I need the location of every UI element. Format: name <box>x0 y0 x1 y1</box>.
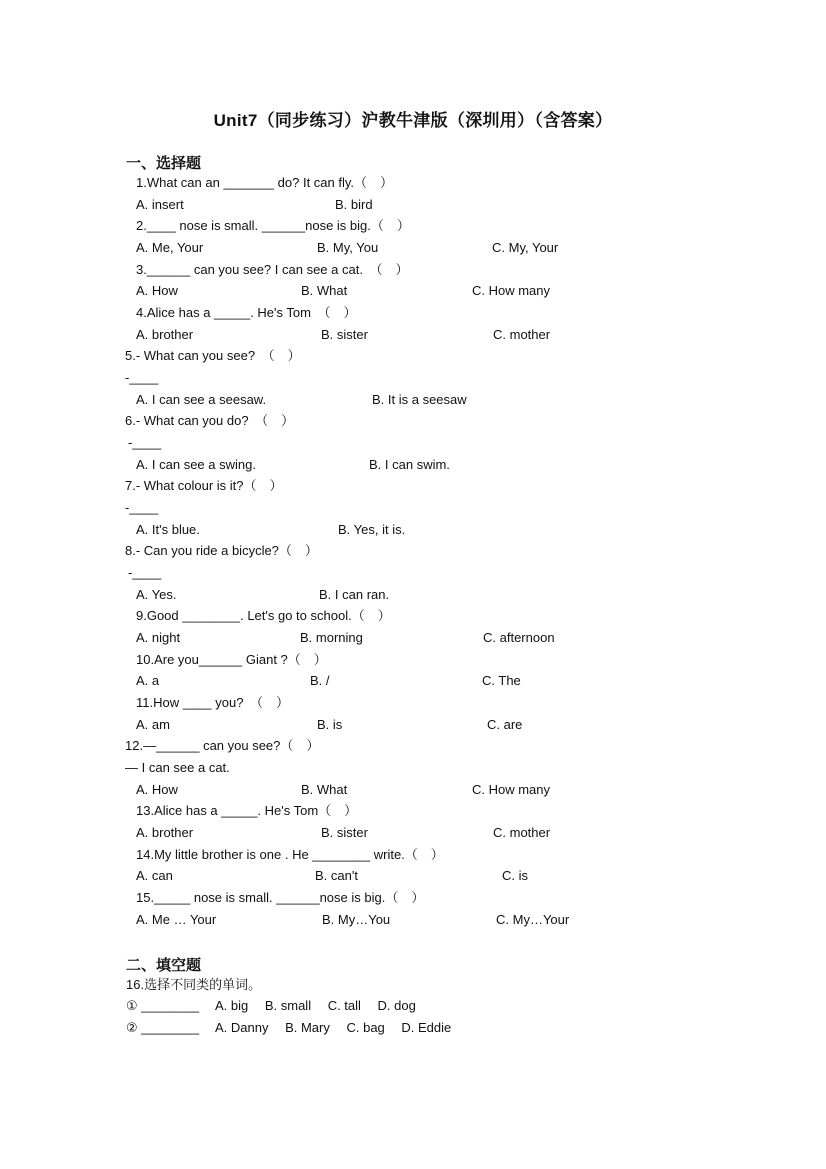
option-8b: B. I can ran. <box>319 587 390 602</box>
option-5a: A. I can see a seesaw. <box>136 392 267 407</box>
question-16-item-1: ① ________ A. big B. small C. tall D. dog <box>126 998 416 1013</box>
question-13: 13.Alice has a _____. He's Tom（ ） <box>136 803 358 818</box>
answer-blank-5: -____ <box>125 370 159 385</box>
option-14a: A. can <box>136 868 173 883</box>
option-1a: A. insert <box>136 197 184 212</box>
option-9a: A. night <box>136 630 181 645</box>
question-6: 6.- What can you do? （ ） <box>125 413 295 428</box>
option-11a: A. am <box>136 717 170 732</box>
option-7b: B. Yes, it is. <box>338 522 406 537</box>
option-10b: B. / <box>310 673 330 688</box>
question-4: 4.Alice has a _____. He's Tom （ ） <box>136 305 357 320</box>
option-4b: B. sister <box>321 327 368 342</box>
option-11c: C. are <box>487 717 523 732</box>
option-1b: B. bird <box>335 197 373 212</box>
option-11b: B. is <box>317 717 343 732</box>
question-10: 10.Are you______ Giant ?（ ） <box>136 652 327 667</box>
option-15a: A. Me … Your <box>136 912 217 927</box>
answer-blank-8: -____ <box>128 565 162 580</box>
option-2c: C. My, Your <box>492 240 559 255</box>
question-9: 9.Good ________. Let's go to school.（ ） <box>136 608 391 623</box>
question-5: 5.- What can you see? （ ） <box>125 348 301 363</box>
question-15: 15._____ nose is small. ______nose is big.（ ） <box>136 890 425 905</box>
option-9b: B. morning <box>300 630 363 645</box>
option-13c: C. mother <box>493 825 551 840</box>
option-3a: A. How <box>136 283 178 298</box>
option-13b: B. sister <box>321 825 368 840</box>
page-title: Unit7（同步练习）沪教牛津版（深圳用）（含答案） <box>213 111 613 130</box>
option-4c: C. mother <box>493 327 551 342</box>
answer-blank-6: -____ <box>128 435 162 450</box>
option-13a: A. brother <box>136 825 194 840</box>
option-12b: B. What <box>301 782 348 797</box>
answer-line-12: — I can see a cat. <box>125 760 230 775</box>
option-2b: B. My, You <box>317 240 379 255</box>
option-14c: C. is <box>502 868 528 883</box>
section-heading-choice: 一、选择题 <box>126 155 202 172</box>
question-16-item-2: ② ________ A. Danny B. Mary C. bag D. Eddie <box>126 1020 452 1035</box>
question-1: 1.What can an _______ do? It can fly.（ ） <box>136 175 394 190</box>
option-12a: A. How <box>136 782 178 797</box>
question-3: 3.______ can you see? I can see a cat. （ ） <box>136 262 409 277</box>
question-14: 14.My little brother is one . He ________ write.（ ） <box>136 847 444 862</box>
section-heading-fill: 二、填空题 <box>126 957 202 974</box>
option-14b: B. can't <box>315 868 358 883</box>
question-2: 2.____ nose is small. ______nose is big.（ ） <box>136 218 410 233</box>
question-12: 12.—______ can you see?（ ） <box>125 738 320 753</box>
option-4a: A. brother <box>136 327 194 342</box>
option-9c: C. afternoon <box>483 630 555 645</box>
question-7: 7.- What colour is it?（ ） <box>125 478 283 493</box>
option-10a: A. a <box>136 673 160 688</box>
option-10c: C. The <box>482 673 521 688</box>
question-11: 11.How ____ you? （ ） <box>136 695 289 710</box>
option-8a: A. Yes. <box>136 587 177 602</box>
option-7a: A. It's blue. <box>136 522 200 537</box>
option-3c: C. How many <box>472 283 551 298</box>
option-6a: A. I can see a swing. <box>136 457 256 472</box>
option-5b: B. It is a seesaw <box>372 392 467 407</box>
option-3b: B. What <box>301 283 348 298</box>
question-8: 8.- Can you ride a bicycle?（ ） <box>125 543 318 558</box>
option-2a: A. Me, Your <box>136 240 204 255</box>
option-15c: C. My…Your <box>496 912 570 927</box>
option-12c: C. How many <box>472 782 551 797</box>
question-16: 16.选择不同类的单词。 <box>126 977 262 992</box>
answer-blank-7: -____ <box>125 500 159 515</box>
option-15b: B. My…You <box>322 912 391 927</box>
option-6b: B. I can swim. <box>369 457 450 472</box>
